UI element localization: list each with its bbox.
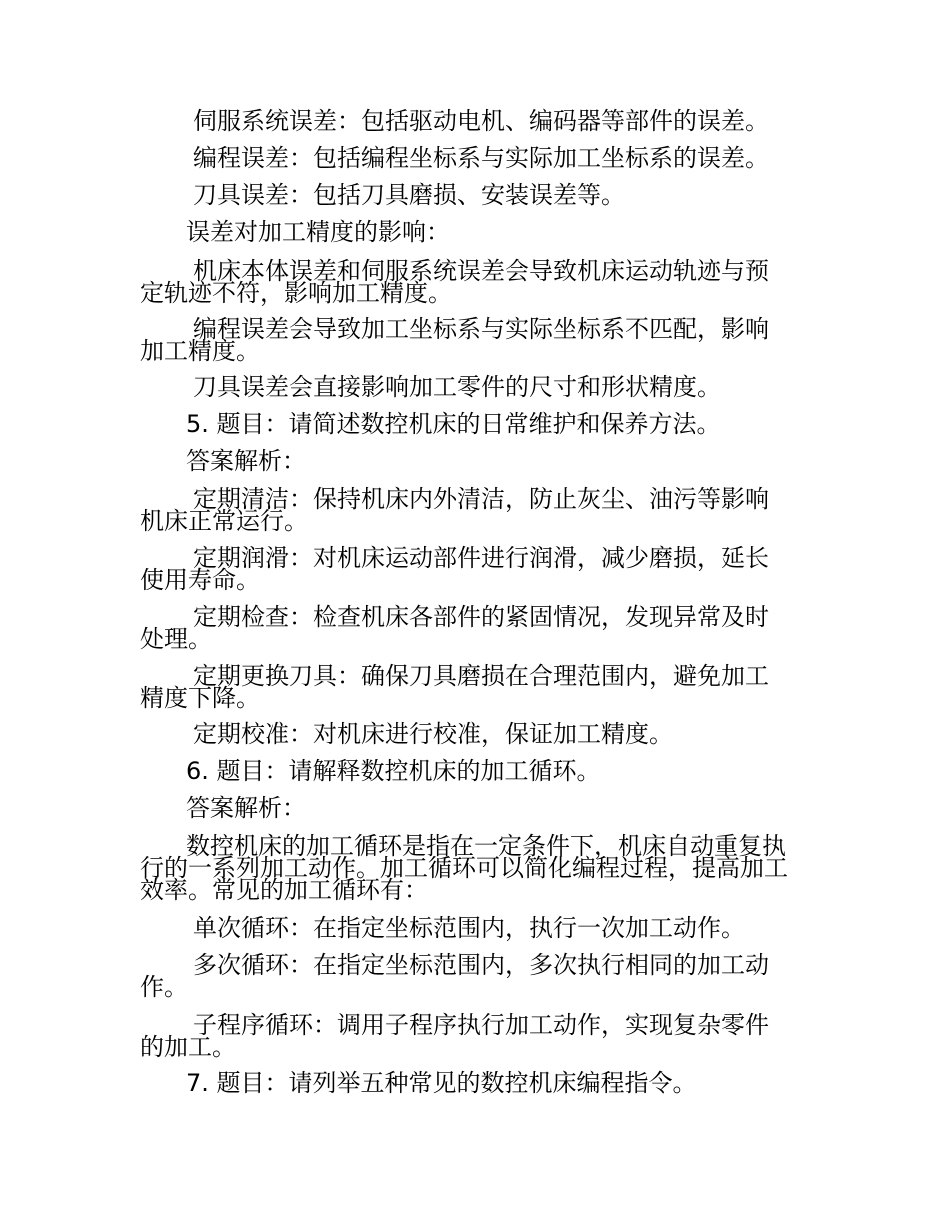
impact-paragraph-2-line-1: 编程误差会导致加工坐标系与实际坐标系不匹配，影响 xyxy=(193,315,769,343)
impact-paragraph-1-line-1: 机床本体误差和伺服系统误差会导致机床运动轨迹与预 xyxy=(193,257,769,285)
question-5-title: 5. 题目：请简述数控机床的日常维护和保养方法。 xyxy=(186,410,721,438)
question-7-title: 7. 题目：请列举五种常见的数控机床编程指令。 xyxy=(186,1069,697,1097)
impact-paragraph-1-line-2: 定轨迹不符，影响加工精度。 xyxy=(140,279,452,307)
answer-analysis-label-5: 答案解析： xyxy=(186,447,306,475)
maintenance-tool-replacement-line-1: 定期更换刀具：确保刀具磨损在合理范围内，避免加工 xyxy=(193,662,769,690)
multiple-cycle-item-line-2: 作。 xyxy=(140,973,188,1001)
tool-error-item: 刀具误差：包括刀具磨损、安装误差等。 xyxy=(193,181,625,209)
question-6-title: 6. 题目：请解释数控机床的加工循环。 xyxy=(186,757,601,785)
machining-cycle-paragraph-line-1: 数控机床的加工循环是指在一定条件下，机床自动重复执 xyxy=(186,832,786,860)
machining-cycle-paragraph-line-3: 效率。常见的加工循环有： xyxy=(140,876,428,904)
answer-analysis-label-6: 答案解析： xyxy=(186,794,306,822)
impact-paragraph-3: 刀具误差会直接影响加工零件的尺寸和形状精度。 xyxy=(193,373,721,401)
maintenance-lubrication-line-2: 使用寿命。 xyxy=(140,566,260,594)
maintenance-calibration: 定期校准：对机床进行校准，保证加工精度。 xyxy=(193,720,673,748)
maintenance-inspection-line-1: 定期检查：检查机床各部件的紧固情况，发现异常及时 xyxy=(193,603,769,631)
maintenance-tool-replacement-line-2: 精度下降。 xyxy=(140,684,260,712)
maintenance-lubrication-line-1: 定期润滑：对机床运动部件进行润滑，减少磨损，延长 xyxy=(193,544,769,572)
impact-paragraph-2-line-2: 加工精度。 xyxy=(140,337,260,365)
maintenance-inspection-line-2: 处理。 xyxy=(140,625,212,653)
multiple-cycle-item-line-1: 多次循环：在指定坐标范围内，多次执行相同的加工动 xyxy=(193,951,769,979)
maintenance-cleaning-line-1: 定期清洁：保持机床内外清洁，防止灰尘、油污等影响 xyxy=(193,485,769,513)
servo-error-item: 伺服系统误差：包括驱动电机、编码器等部件的误差。 xyxy=(193,107,769,135)
maintenance-cleaning-line-2: 机床正常运行。 xyxy=(140,507,308,535)
single-cycle-item: 单次循环：在指定坐标范围内，执行一次加工动作。 xyxy=(193,914,745,942)
error-impact-heading: 误差对加工精度的影响： xyxy=(186,218,450,246)
machining-cycle-paragraph-line-2: 行的一系列加工动作。加工循环可以简化编程过程，提高加工 xyxy=(140,854,788,882)
programming-error-item: 编程误差：包括编程坐标系与实际加工坐标系的误差。 xyxy=(193,144,769,172)
subprogram-cycle-item-line-1: 子程序循环：调用子程序执行加工动作，实现复杂零件 xyxy=(193,1011,769,1039)
subprogram-cycle-item-line-2: 的加工。 xyxy=(140,1033,236,1061)
